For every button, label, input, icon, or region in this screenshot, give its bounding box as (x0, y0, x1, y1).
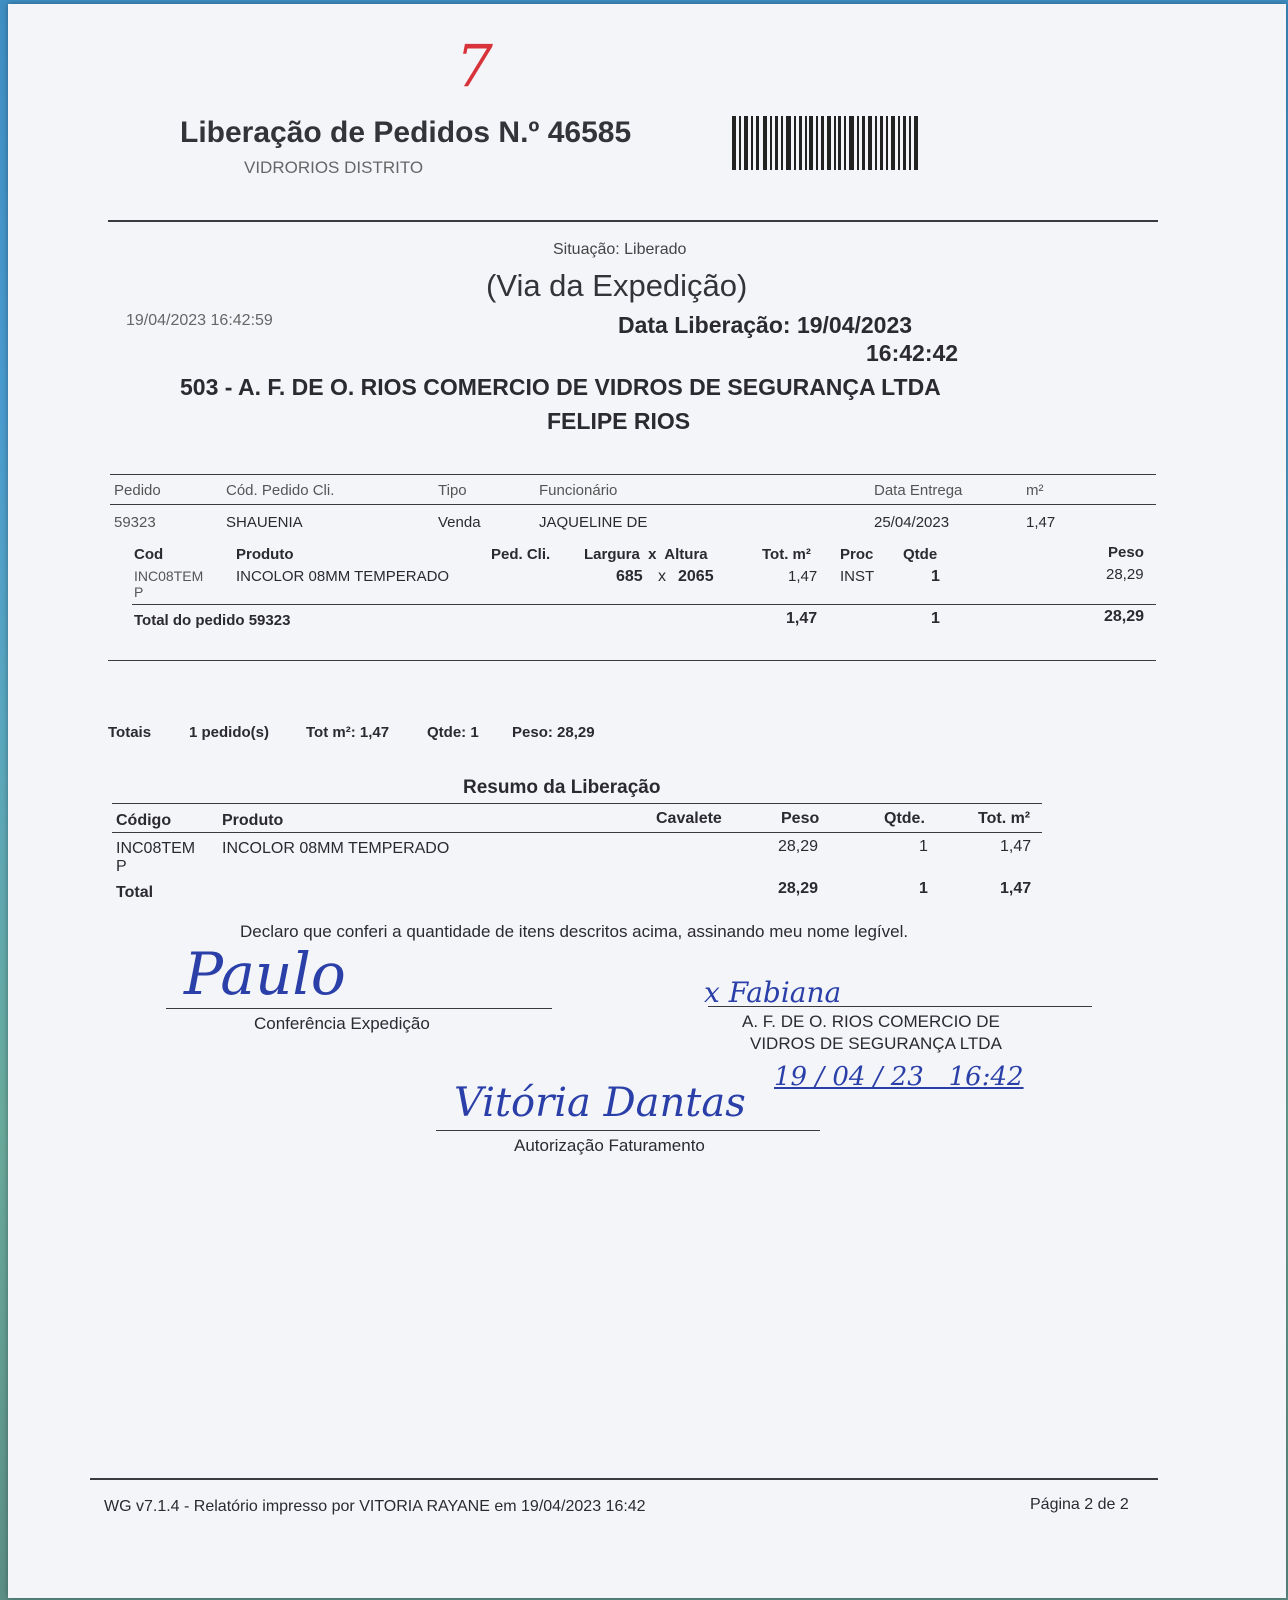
company-short-name: VIDRORIOS DISTRITO (244, 158, 424, 177)
order-header-line (110, 504, 1156, 505)
item-col-dimensions: Largura x Altura (584, 546, 708, 563)
document-page (8, 4, 1286, 1598)
footer-print-info: WG v7.1.4 - Relatório impresso por VITORIA RAYANE em 19/04/2023 16:42 (104, 1498, 646, 1515)
summary-col-peso: Peso (781, 810, 820, 827)
item-col-ped-cli: Ped. Cli. (491, 546, 551, 563)
order-funcionario: JAQUELINE DE (539, 514, 648, 531)
order-total-qtde: 1 (931, 610, 940, 627)
item-col-proc: Proc (840, 546, 874, 563)
footer-page-number: Página 2 de 2 (1030, 1496, 1129, 1513)
totals-label: Totais (108, 724, 152, 741)
item-col-tot-m2: Tot. m² (762, 546, 811, 563)
barcode (732, 116, 920, 170)
item-col-cod: Cod (134, 546, 164, 563)
col-funcionario: Funcionário (539, 482, 618, 499)
summary-total-qtde: 1 (919, 880, 928, 897)
item-tot-m2: 1,47 (788, 568, 818, 585)
summary-qtde: 1 (919, 838, 928, 855)
client-sign-date: 19 / 04 / 23 16:42 (774, 1062, 1024, 1092)
order-m2: 1,47 (1026, 514, 1056, 531)
item-col-peso: Peso (1108, 544, 1144, 561)
autorizacao-signature: Vitória Dantas (454, 1080, 746, 1126)
item-cod: INC08TEM (134, 568, 204, 584)
summary-total-tot-m2: 1,47 (1000, 880, 1032, 897)
autorizacao-label: Autorização Faturamento (514, 1136, 705, 1155)
item-cod-cont: P (134, 584, 144, 600)
summary-col-codigo: Código (116, 812, 172, 829)
col-tipo: Tipo (438, 482, 467, 499)
summary-peso: 28,29 (778, 838, 819, 855)
item-peso: 28,29 (1106, 566, 1144, 583)
totals-qtde: Qtde: 1 (427, 724, 479, 741)
conferencia-signature: Paulo (184, 940, 346, 1008)
summary-tot-m2: 1,47 (1000, 838, 1032, 855)
summary-col-tot-m2: Tot. m² (978, 810, 1031, 827)
order-total-peso: 28,29 (1104, 608, 1145, 625)
release-time: 16:42:42 (866, 340, 959, 366)
order-bottom-line (108, 660, 1156, 661)
col-pedido: Pedido (114, 482, 161, 499)
summary-col-cavalete: Cavalete (656, 810, 722, 827)
item-altura: 2065 (678, 568, 714, 585)
summary-codigo-cont: P (116, 858, 127, 875)
summary-header-line (112, 832, 1042, 833)
col-data-entrega: Data Entrega (874, 482, 963, 499)
handwritten-mark: 7 (456, 32, 493, 100)
totals-pedidos: 1 pedido(s) (189, 724, 270, 741)
declaration-text: Declaro que conferi a quantidade de itens descritos acima, assinando meu nome legível. (240, 922, 909, 941)
conferencia-line (166, 1008, 552, 1009)
order-total-m2: 1,47 (786, 610, 818, 627)
order-cod-pedido-cli: SHAUENIA (226, 514, 303, 531)
via-title: (Via da Expedição) (486, 268, 748, 303)
conferencia-label: Conferência Expedição (254, 1014, 430, 1033)
client-contact: FELIPE RIOS (547, 408, 691, 434)
order-tipo: Venda (438, 514, 481, 531)
summary-col-produto: Produto (222, 812, 284, 829)
item-qtde: 1 (931, 568, 940, 585)
totals-peso: Peso: 28,29 (512, 724, 595, 741)
col-cod-pedido-cli: Cód. Pedido Cli. (226, 482, 335, 499)
item-produto: INCOLOR 08MM TEMPERADO (236, 568, 450, 585)
printed-timestamp: 19/04/2023 16:42:59 (126, 312, 273, 329)
summary-top-line (112, 803, 1042, 804)
summary-col-qtde: Qtde. (884, 810, 925, 827)
order-top-line (110, 474, 1156, 475)
summary-produto: INCOLOR 08MM TEMPERADO (222, 840, 450, 857)
item-largura: 685 (616, 568, 643, 585)
item-col-produto: Produto (236, 546, 294, 563)
order-total-label: Total do pedido 59323 (134, 612, 291, 629)
release-date: Data Liberação: 19/04/2023 (618, 312, 913, 338)
order-pedido: 59323 (114, 514, 156, 531)
footer-line (90, 1478, 1158, 1480)
summary-total-label: Total (116, 884, 154, 901)
client-name: 503 - A. F. DE O. RIOS COMERCIO DE VIDROS DE SEGURANÇA LTDA (180, 374, 941, 400)
autorizacao-line (436, 1130, 820, 1131)
header-divider (108, 220, 1158, 222)
order-data-entrega: 25/04/2023 (874, 514, 950, 531)
status-text: Situação: Liberado (553, 241, 687, 258)
client-sign-line (708, 1006, 1092, 1007)
summary-codigo: INC08TEM (116, 840, 196, 857)
item-x: x (658, 568, 666, 585)
item-total-line (132, 604, 1156, 605)
client-sign-name-1: A. F. DE O. RIOS COMERCIO DE (742, 1012, 1000, 1031)
client-signature: x Fabiana (704, 976, 842, 1009)
col-m2: m² (1026, 482, 1044, 499)
summary-total-peso: 28,29 (778, 880, 819, 897)
document-title: Liberação de Pedidos N.º 46585 (180, 116, 632, 149)
item-proc: INST (840, 568, 875, 585)
summary-title: Resumo da Liberação (463, 777, 661, 798)
client-sign-name-2: VIDROS DE SEGURANÇA LTDA (750, 1034, 1002, 1053)
item-col-qtde: Qtde (903, 546, 938, 563)
totals-m2: Tot m²: 1,47 (306, 724, 390, 741)
